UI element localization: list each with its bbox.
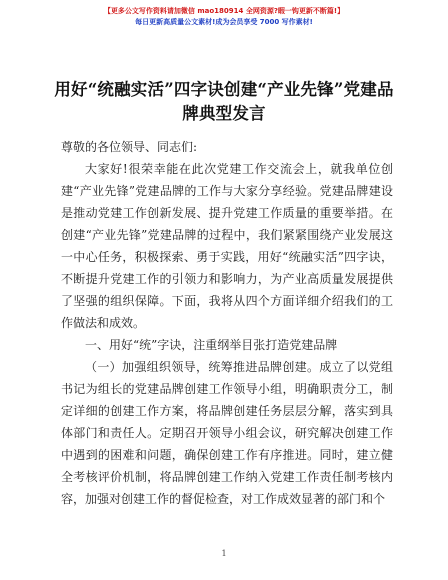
page-number: 1 (221, 549, 227, 558)
document-title: 用好“统融实活”四字诀创建“产业先锋”党建品牌典型发言 (54, 80, 394, 123)
promo-banner-line1: 【更多公文写作资料请加微信 mao180914 全网资源?暇一钩更新不断篇!】 (103, 7, 345, 15)
promo-banner-line2: 每日更新高质量公文素材!成为会员享受 7000 写作素材! (135, 18, 313, 26)
salutation: 尊敬的各位领导、同志们: (61, 140, 198, 154)
opening-paragraph: 大家好!很荣幸能在此次党建工作交流会上，就我单位创建“产业先锋”党建品牌的工作与大家分享经验。党建品牌建设是推动党建工作创新发展、提升党建工作质量的重要举措。在创建“产业先锋”党建品牌的过程中，我们紧紧围绕产业发展这一中心任务，积极探索、勇于实践，用好“统融实活”四字诀，不断提升党建工作的引领力和影响力，为产业高质量发展提供了坚强的组织保障。下面，我将从四个方面详细介绍我们的工作做法和成效。 (61, 162, 393, 330)
section-paragraph: （一）加强组织领导，统筹推进品牌创建。成立了以党组书记为组长的党建品牌创建工作领导小组，明确职责分工，制定详细的创建工作方案，将品牌创建任务层层分解，落实到具体部门和责任人。定期召开领导小组会议，研究解决创建工作中遇到的困难和问题，确保创建工作有序推进。同时，建立健全考核评价机制，将品牌创建工作纳入党建工作责任制考核内容，加强对创建工作的督促检查，对工作成效显著的部门和个 (61, 360, 393, 506)
promo-banner (0, 6, 448, 28)
section-heading: 一、用好“统”字诀，注重纲举目张打造党建品牌 (85, 338, 338, 352)
document-body (61, 136, 393, 510)
